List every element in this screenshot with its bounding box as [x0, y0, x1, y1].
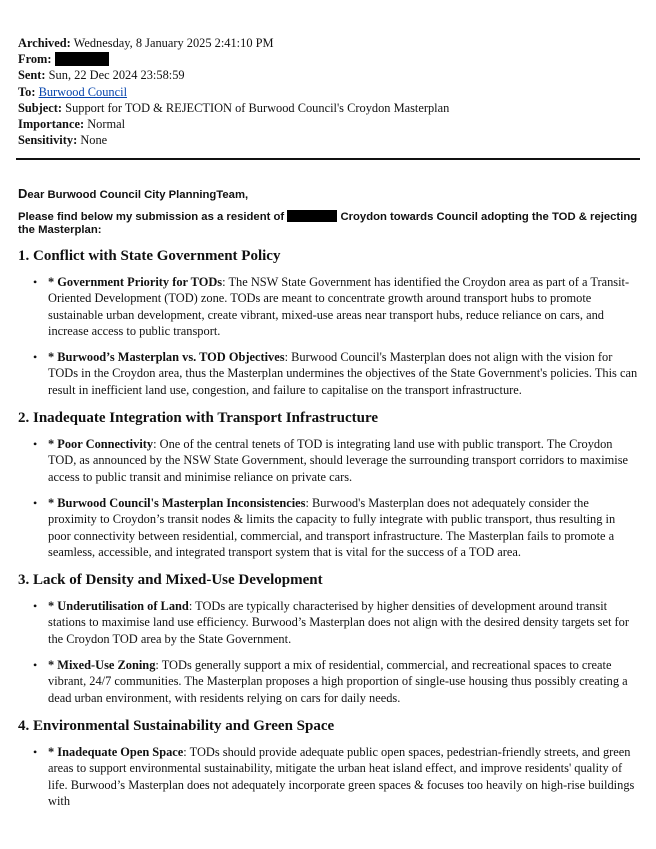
to-row — [18, 84, 638, 100]
item-text: : TODs are typically characterised by higher densities of development around transit stations to maximise land use efficiency. Burwood’s Masterplan does not align with the desired density targets set for the Croydon TOD area by the State Government. — [48, 599, 629, 646]
list-item — [48, 657, 638, 706]
sent-value: Sun, 22 Dec 2024 23:58:59 — [48, 68, 185, 83]
intro-paragraph — [18, 210, 638, 237]
section-list — [18, 436, 638, 560]
header-divider — [16, 158, 640, 160]
list-item — [48, 436, 638, 485]
intro-text-after: Croydon towards Council adopting the TOD & rejecting the Masterplan: — [18, 211, 638, 236]
sent-label: Sent: — [18, 68, 46, 83]
importance-label: Importance: — [18, 117, 85, 132]
redacted-address — [287, 210, 337, 222]
sensitivity-label: Sensitivity: — [18, 133, 78, 148]
sensitivity-value: None — [80, 133, 108, 148]
intro-text-before: Please find below my submission as a resident of — [18, 211, 285, 223]
sensitivity-row — [18, 132, 638, 148]
section-list — [18, 744, 638, 809]
list-item — [48, 349, 638, 398]
greeting-initial: D — [18, 186, 28, 201]
item-lead: * Government Priority for TODs — [48, 275, 223, 289]
archived-value: Wednesday, 8 January 2025 2:41:10 PM — [73, 36, 274, 50]
item-lead: * Burwood Council's Masterplan Inconsistencies — [48, 495, 306, 510]
subject-value: Support for TOD & REJECTION of Burwood Council's Croydon Masterplan — [65, 100, 450, 115]
item-lead: * Inadequate Open Space — [48, 744, 184, 759]
subject-label: Subject: — [18, 100, 63, 115]
section-heading: 2. Inadequate Integration with Transport Infrastructure — [18, 410, 379, 427]
item-text: : The NSW State Government has identified the Croydon area as part of a Transit-Oriented Development (TOD) zone. TODs are meant to concentrate growth around transport hubs to promote sustainable urban development, create vibrant, mixed-use areas near transport hubs, reduce reliance on cars, and increase access to public transport. — [48, 275, 630, 338]
sent-row — [18, 67, 638, 83]
from-row — [18, 51, 638, 67]
archived-row — [18, 35, 638, 51]
section-list — [18, 598, 638, 706]
subject-row — [18, 100, 638, 116]
item-text: : TODs should provide adequate public open spaces, pedestrian-friendly streets, and green areas to support environmental sustainability, mitigate the urban heat island effect, and improve residents' quality of life. Burwood’s Masterplan does not adequately incorporate green spaces & focuses too heavily on high-rise buildings with — [48, 744, 635, 808]
item-text: : Burwood Council's Masterplan does not align with the vision for TODs in the Croydon area, thus the Masterplan undermines the objectives of the State Government's policies. This can result in inefficient land use, congestion, and failure to capitalise on the transport infrastructure. — [48, 350, 638, 397]
list-item — [48, 495, 638, 560]
item-lead: * Mixed-Use Zoning — [48, 658, 156, 673]
from-label: From: — [18, 52, 52, 67]
redacted-sender — [55, 52, 109, 66]
item-lead: * Burwood’s Masterplan vs. TOD Objectives — [48, 350, 285, 365]
greeting — [18, 186, 248, 201]
section-heading: 4. Environmental Sustainability and Green Space — [18, 717, 335, 734]
importance-value: Normal — [87, 117, 126, 132]
list-item — [48, 598, 638, 647]
archived-label: Archived: — [18, 36, 71, 50]
to-label: To: — [18, 84, 36, 99]
item-lead: * Underutilisation of Land — [48, 599, 189, 614]
list-item — [48, 744, 638, 809]
email-header — [18, 35, 638, 148]
section-list — [18, 274, 638, 398]
recipient-link[interactable]: Burwood Council — [38, 84, 128, 99]
importance-row — [18, 116, 638, 132]
greeting-text: ear Burwood Council City PlanningTeam, — [27, 189, 249, 201]
item-text: : One of the central tenets of TOD is integrating land use with public transport. The Croydon TOD, as announced by the NSW State Government, should leverage the surrounding transport corridors to maximise access to public transit and minimise reliance on private cars. — [48, 437, 629, 484]
item-lead: * Poor Connectivity — [48, 437, 154, 452]
list-item — [48, 274, 638, 339]
section-heading: 1. Conflict with State Government Policy — [18, 248, 281, 264]
section-heading: 3. Lack of Density and Mixed-Use Development — [18, 572, 323, 589]
item-text: : TODs generally support a mix of residential, commercial, and recreational spaces to create vibrant, 24/7 communities. The Masterplan proposes a high proportion of single-use housing thus possibly creating a dead urban environment, with residents relying on cars for daily needs. — [48, 658, 628, 705]
submission-body — [18, 246, 638, 819]
item-text: : Burwood's Masterplan does not adequately consider the proximity to Croydon’s transit nodes & limits the capacity to fully integrate with public transport, thus resulting in poor connectivity between residential, commercial, and transport infrastructure. The Masterplan fails to promote a seamless, accessible, and integrated transport system that is vital for the success of a TOD area. — [48, 495, 616, 559]
